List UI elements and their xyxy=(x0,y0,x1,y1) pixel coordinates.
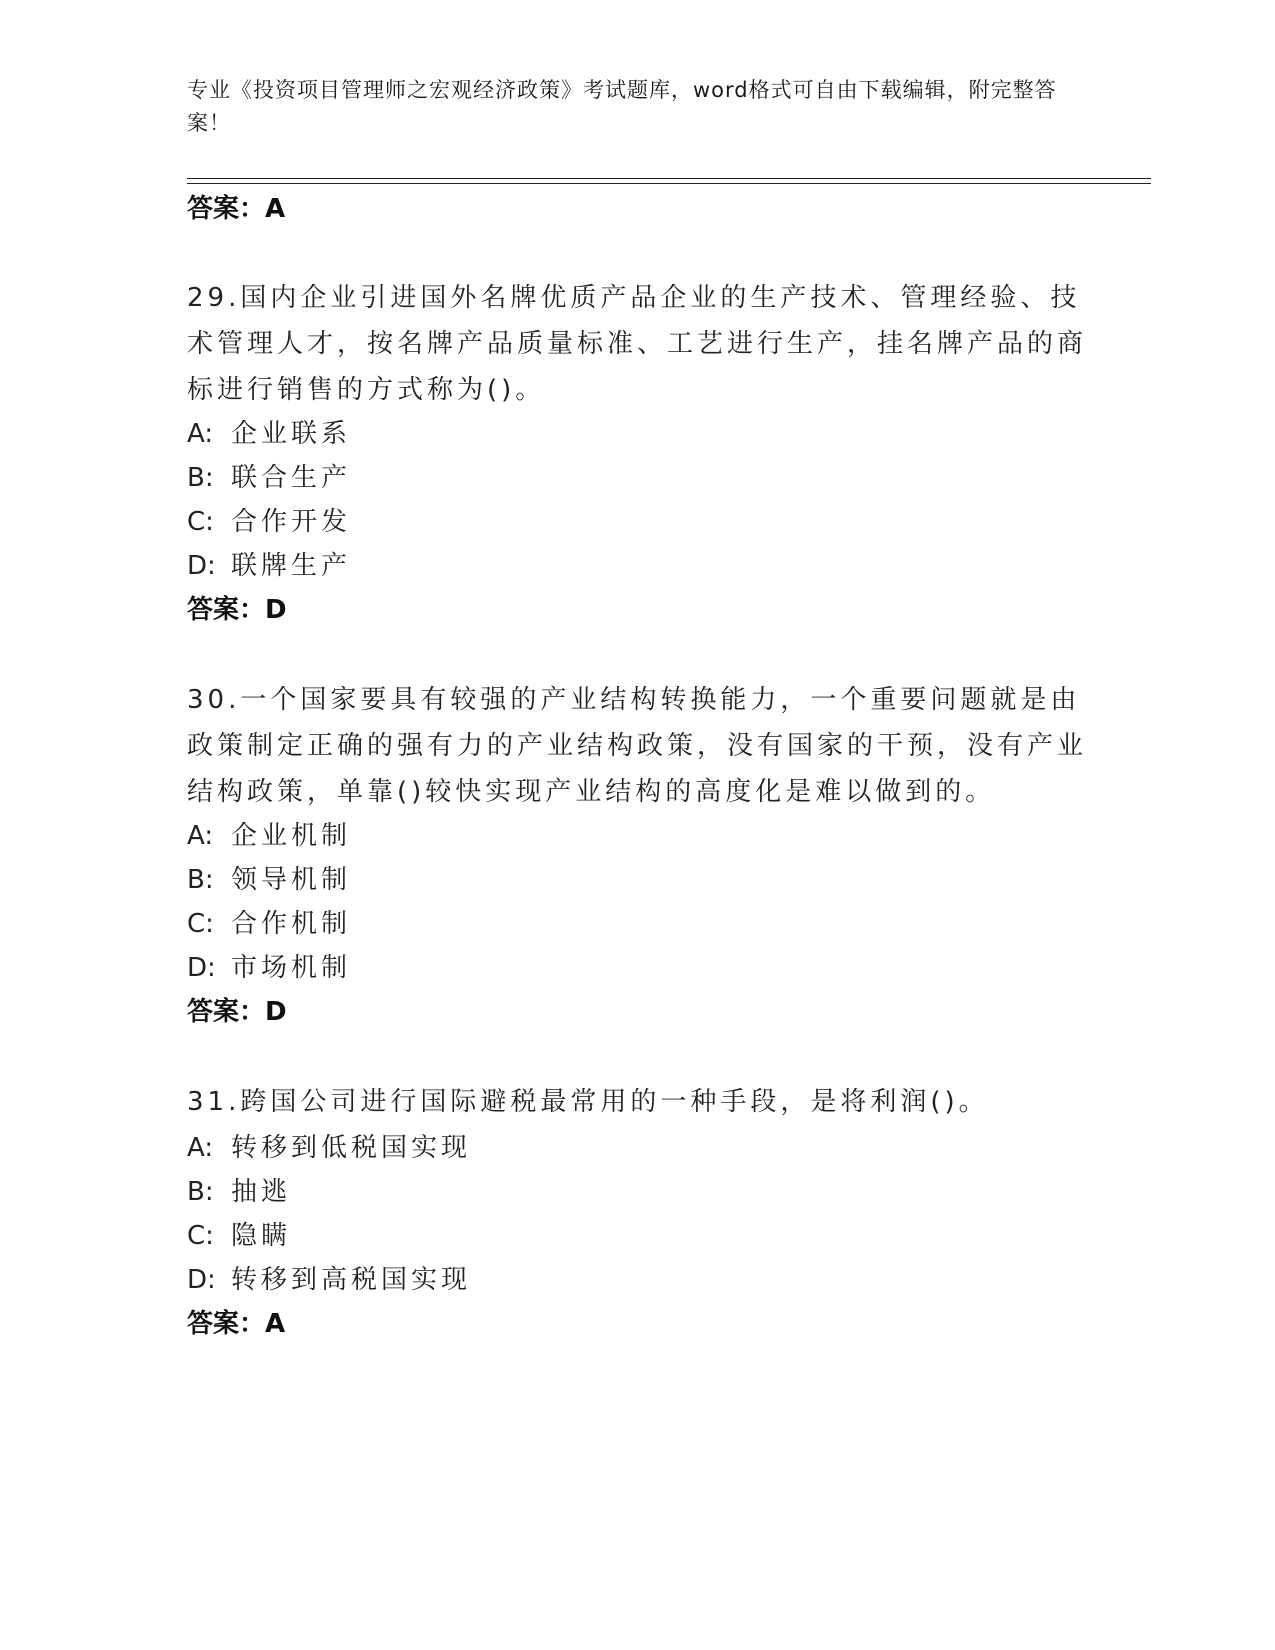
option-text: 转移到高税国实现 xyxy=(231,1265,472,1295)
question-30-option-a xyxy=(187,819,351,853)
document-header: 专业《投资项目管理师之宏观经济政策》考试题库，word格式可自由下载编辑，附完整答案！ xyxy=(187,78,1057,135)
previous-answer: 答案：A xyxy=(187,194,286,224)
question-30-text: 30.一个国家要具有较强的产业结构转换能力，一个重要问题就是由政策制定正确的强有力的产业结构政策，没有国家的干预，没有产业结构政策，单靠()较快实现产业结构的高度化是难以做到的。 xyxy=(187,685,1088,807)
header-divider-bottom xyxy=(187,183,1151,184)
option-label: B: xyxy=(187,865,214,895)
option-label: C: xyxy=(187,1221,214,1251)
option-label: D: xyxy=(187,1265,216,1295)
option-label: D: xyxy=(187,953,216,983)
question-31-option-d xyxy=(187,1263,471,1297)
option-label: A: xyxy=(187,821,214,851)
question-29-option-b xyxy=(187,461,351,495)
option-text: 市场机制 xyxy=(231,953,352,983)
question-31-option-a xyxy=(187,1131,471,1165)
option-text: 联牌生产 xyxy=(231,551,352,581)
question-30-option-b xyxy=(187,863,351,897)
option-label: B: xyxy=(187,1177,214,1207)
option-text: 合作开发 xyxy=(231,507,352,537)
option-label: C: xyxy=(187,507,214,537)
option-label: A: xyxy=(187,419,214,449)
header-divider-top xyxy=(187,178,1151,179)
option-text: 企业机制 xyxy=(231,821,352,851)
question-31-text: 31.跨国公司进行国际避税最常用的一种手段，是将利润()。 xyxy=(187,1087,989,1117)
option-text: 转移到低税国实现 xyxy=(231,1133,472,1163)
option-label: C: xyxy=(187,909,214,939)
question-30-option-c xyxy=(187,907,351,941)
option-text: 合作机制 xyxy=(231,909,352,939)
option-label: A: xyxy=(187,1133,214,1163)
option-text: 企业联系 xyxy=(231,419,352,449)
question-31-answer: 答案：A xyxy=(187,1309,286,1339)
question-31-option-c xyxy=(187,1219,291,1253)
option-label: B: xyxy=(187,463,214,493)
question-30-answer: 答案：D xyxy=(187,997,287,1027)
option-label: D: xyxy=(187,551,216,581)
option-text: 联合生产 xyxy=(231,463,352,493)
question-31-option-b xyxy=(187,1175,291,1209)
option-text: 隐瞒 xyxy=(231,1221,292,1251)
question-29-answer: 答案：D xyxy=(187,595,287,625)
option-text: 抽逃 xyxy=(231,1177,292,1207)
question-29-option-d xyxy=(187,549,351,583)
question-30-option-d xyxy=(187,951,351,985)
question-29-option-a xyxy=(187,417,351,451)
question-29-option-c xyxy=(187,505,351,539)
question-29-text: 29.国内企业引进国外名牌优质产品企业的生产技术、管理经验、技术管理人才，按名牌产品质量标准、工艺进行生产，挂名牌产品的商标进行销售的方式称为()。 xyxy=(187,283,1088,405)
option-text: 领导机制 xyxy=(231,865,352,895)
